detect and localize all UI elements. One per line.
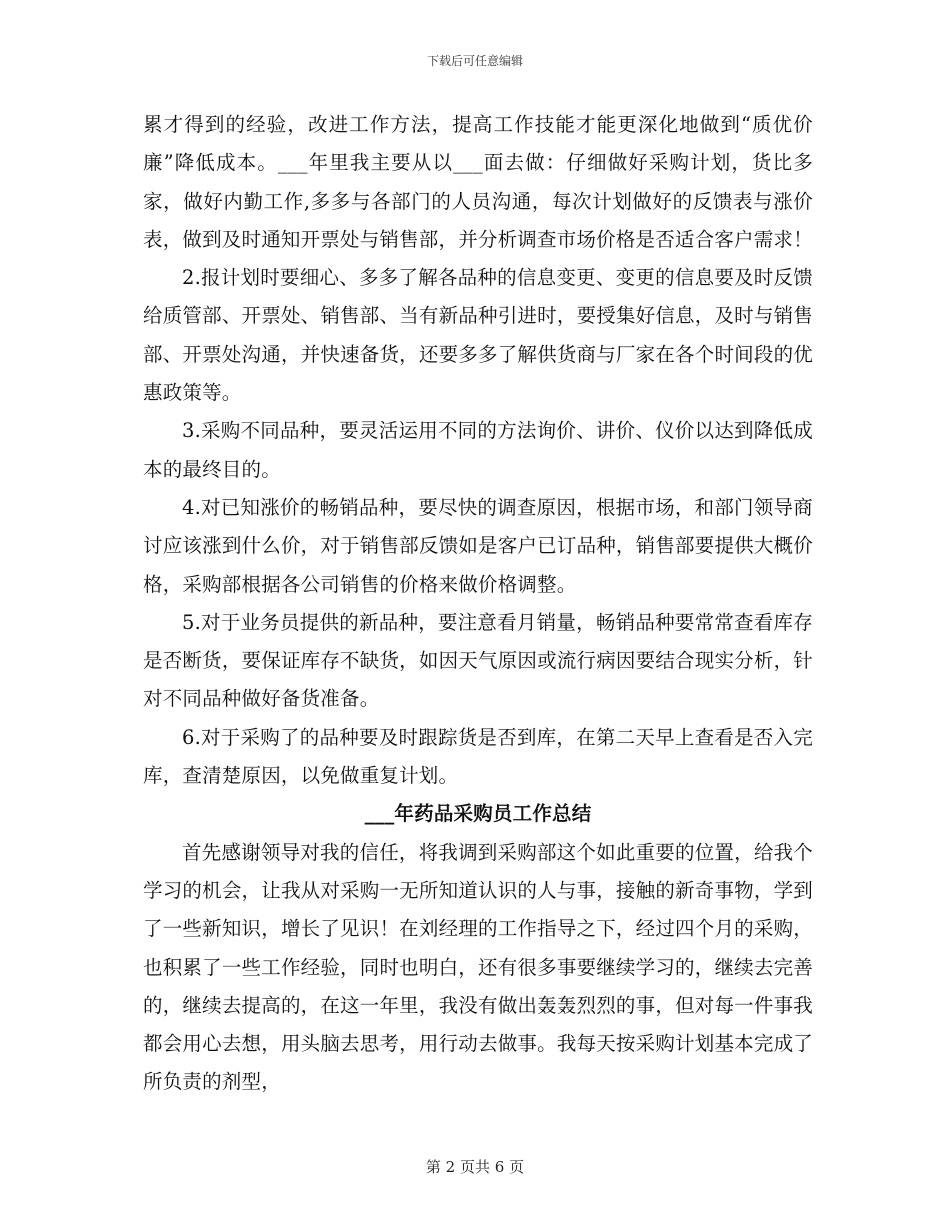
paragraph-item-3: 3.采购不同品种，要灵活运用不同的方法询价、讲价、仪价以达到降低成本的最终目的。	[143, 419, 813, 481]
section-paragraph: 首先感谢领导对我的信任，将我调到采购部这个如此重要的位置，给我个学习的机会，让我从对采购一无所知道认识的人与事，接触的新奇事物，学到了一些新知识，增长了见识！在刘经理的工作指导之下，经过四个月的采购，也积累了一些工作经验，同时也明白，还有很多事要继续学习的，继续去完善的，继续去提高的，在这一年里，我没有做出轰轰烈烈的事，但对每一件事我都会用心去想，用头脑去思考，用行动去做事。我每天按采购计划基本完成了所负责的剂型，	[143, 840, 813, 1094]
page-header: 下载后可任意编辑	[426, 54, 523, 68]
paragraph-item-2: 2.报计划时要细心、多多了解各品种的信息变更、变更的信息要及时反馈给质管部、开票处、销售部、当有新品种引进时，要授集好信息，及时与销售部、开票处沟通，并快速备货，还要多多了解供货商与厂家在各个时间段的优惠政策等。	[143, 266, 813, 405]
page-footer: 第 2 页共 6 页	[425, 1158, 525, 1176]
paragraph-item-5: 5.对于业务员提供的新品种，要注意看月销量，畅销品种要常常查看库存是否断货，要保证库存不缺货，如因天气原因或流行病因要结合现实分析，针对不同品种做好备货准备。	[143, 610, 813, 711]
document-body	[143, 106, 813, 1102]
paragraph-item-6: 6.对于采购了的品种要及时跟踪货是否到库，在第二天早上查看是否入完库，查清楚原因，以免做重复计划。	[143, 725, 813, 788]
section-title: ___年药品采购员工作总结	[364, 802, 592, 826]
paragraph-item-4: 4.对已知涨价的畅销品种，要尽快的调查原因，根据市场，和部门领导商讨应该涨到什么价，对于销售部反馈如是客户已订品种，销售部要提供大概价格，采购部根据各公司销售的价格来做价格调整。	[143, 495, 813, 596]
paragraph-continued: 累才得到的经验，改进工作方法，提高工作技能才能更深化地做到“质优价廉”降低成本。___年里我主要从以___面去做：仔细做好采购计划，货比多家，做好内勤工作,多多与各部门的人员沟通，每次计划做好的反馈表与涨价表，做到及时通知开票处与销售部，并分析调查市场价格是否适合客户需求！	[143, 113, 813, 251]
